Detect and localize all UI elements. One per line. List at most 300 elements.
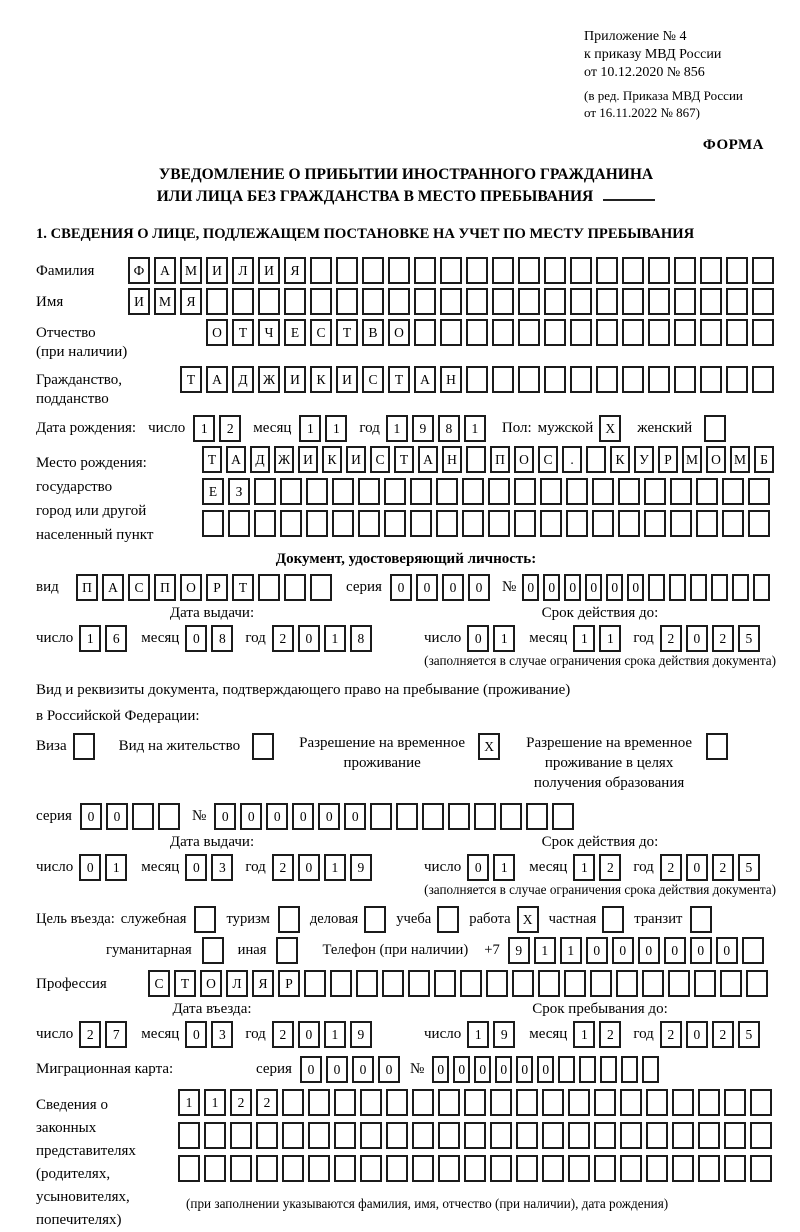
char-cell[interactable] — [596, 257, 618, 284]
char-cell[interactable]: 8 — [350, 625, 372, 652]
char-cell[interactable]: 1 — [493, 854, 515, 881]
char-cell[interactable]: Е — [284, 319, 306, 346]
char-cell[interactable]: Л — [226, 970, 248, 997]
char-cell[interactable] — [370, 803, 392, 830]
char-cell[interactable]: Д — [232, 366, 254, 393]
char-cell[interactable] — [73, 733, 95, 760]
char-cell[interactable] — [618, 510, 640, 537]
char-cell[interactable] — [724, 1089, 746, 1116]
char-cell[interactable] — [558, 1056, 575, 1083]
char-cell[interactable] — [711, 574, 728, 601]
char-cell[interactable] — [579, 1056, 596, 1083]
char-cell[interactable]: 0 — [352, 1056, 374, 1083]
residence-series-cells[interactable] — [80, 803, 184, 830]
char-cell[interactable] — [386, 1089, 408, 1116]
char-cell[interactable]: А — [414, 366, 436, 393]
char-cell[interactable] — [570, 257, 592, 284]
char-cell[interactable] — [460, 970, 482, 997]
char-cell[interactable]: 1 — [193, 415, 215, 442]
char-cell[interactable] — [414, 288, 436, 315]
residence-validity-month[interactable] — [573, 854, 625, 881]
birthplace-row2-cells[interactable] — [202, 478, 778, 505]
char-cell[interactable]: И — [298, 446, 318, 473]
char-cell[interactable] — [644, 510, 666, 537]
char-cell[interactable] — [518, 319, 540, 346]
char-cell[interactable] — [570, 288, 592, 315]
char-cell[interactable] — [410, 510, 432, 537]
char-cell[interactable] — [206, 288, 228, 315]
char-cell[interactable] — [648, 574, 665, 601]
char-cell[interactable]: 0 — [344, 803, 366, 830]
char-cell[interactable]: 0 — [690, 937, 712, 964]
char-cell[interactable] — [492, 288, 514, 315]
char-cell[interactable] — [466, 319, 488, 346]
char-cell[interactable] — [568, 1089, 590, 1116]
char-cell[interactable]: . — [562, 446, 582, 473]
char-cell[interactable] — [570, 366, 592, 393]
char-cell[interactable]: В — [362, 319, 384, 346]
char-cell[interactable]: О — [388, 319, 410, 346]
char-cell[interactable] — [438, 1089, 460, 1116]
entry-month[interactable] — [185, 1021, 237, 1048]
char-cell[interactable] — [364, 906, 386, 933]
char-cell[interactable] — [434, 970, 456, 997]
char-cell[interactable]: X — [478, 733, 500, 760]
char-cell[interactable]: 7 — [105, 1021, 127, 1048]
char-cell[interactable]: 9 — [350, 1021, 372, 1048]
doc-type-cells[interactable] — [76, 574, 336, 601]
char-cell[interactable] — [724, 1122, 746, 1149]
residence-issue-day[interactable] — [79, 854, 131, 881]
char-cell[interactable]: И — [206, 257, 228, 284]
char-cell[interactable]: 0 — [686, 625, 708, 652]
char-cell[interactable]: О — [514, 446, 534, 473]
char-cell[interactable]: П — [76, 574, 98, 601]
identity-validity-year[interactable] — [660, 625, 764, 652]
char-cell[interactable] — [752, 257, 774, 284]
char-cell[interactable] — [388, 257, 410, 284]
char-cell[interactable]: 0 — [378, 1056, 400, 1083]
char-cell[interactable]: 0 — [79, 854, 101, 881]
char-cell[interactable]: 3 — [211, 1021, 233, 1048]
char-cell[interactable]: 0 — [564, 574, 581, 601]
char-cell[interactable] — [310, 288, 332, 315]
char-cell[interactable]: 5 — [738, 625, 760, 652]
purpose-official-checkbox[interactable] — [194, 906, 220, 933]
char-cell[interactable] — [648, 288, 670, 315]
char-cell[interactable]: 0 — [586, 937, 608, 964]
surname-cells[interactable] — [128, 257, 778, 284]
char-cell[interactable]: С — [310, 319, 332, 346]
char-cell[interactable]: П — [490, 446, 510, 473]
char-cell[interactable] — [254, 510, 276, 537]
char-cell[interactable] — [726, 319, 748, 346]
char-cell[interactable] — [670, 478, 692, 505]
char-cell[interactable]: 1 — [534, 937, 556, 964]
stay-day[interactable] — [467, 1021, 519, 1048]
char-cell[interactable] — [462, 510, 484, 537]
char-cell[interactable] — [586, 446, 606, 473]
char-cell[interactable] — [490, 1155, 512, 1182]
char-cell[interactable] — [570, 319, 592, 346]
char-cell[interactable] — [412, 1155, 434, 1182]
char-cell[interactable] — [622, 257, 644, 284]
char-cell[interactable] — [308, 1155, 330, 1182]
char-cell[interactable]: С — [538, 446, 558, 473]
char-cell[interactable]: Н — [440, 366, 462, 393]
char-cell[interactable] — [698, 1155, 720, 1182]
char-cell[interactable] — [448, 803, 470, 830]
char-cell[interactable]: 0 — [292, 803, 314, 830]
char-cell[interactable] — [438, 1155, 460, 1182]
char-cell[interactable] — [492, 257, 514, 284]
migration-series-cells[interactable] — [300, 1056, 404, 1083]
char-cell[interactable] — [722, 510, 744, 537]
char-cell[interactable]: 0 — [240, 803, 262, 830]
char-cell[interactable] — [230, 1155, 252, 1182]
char-cell[interactable] — [276, 937, 298, 964]
char-cell[interactable]: 0 — [298, 625, 320, 652]
char-cell[interactable] — [334, 1122, 356, 1149]
char-cell[interactable]: И — [336, 366, 358, 393]
char-cell[interactable] — [672, 1155, 694, 1182]
char-cell[interactable] — [410, 478, 432, 505]
identity-validity-day[interactable] — [467, 625, 519, 652]
char-cell[interactable]: 1 — [599, 625, 621, 652]
char-cell[interactable] — [396, 803, 418, 830]
char-cell[interactable] — [753, 574, 770, 601]
char-cell[interactable] — [566, 478, 588, 505]
char-cell[interactable] — [464, 1155, 486, 1182]
char-cell[interactable]: 0 — [298, 1021, 320, 1048]
char-cell[interactable]: О — [206, 319, 228, 346]
char-cell[interactable] — [466, 257, 488, 284]
char-cell[interactable]: М — [180, 257, 202, 284]
char-cell[interactable] — [194, 906, 216, 933]
char-cell[interactable] — [526, 803, 548, 830]
char-cell[interactable] — [622, 319, 644, 346]
char-cell[interactable]: 0 — [298, 854, 320, 881]
char-cell[interactable] — [514, 510, 536, 537]
char-cell[interactable]: 0 — [474, 1056, 491, 1083]
char-cell[interactable] — [336, 257, 358, 284]
char-cell[interactable] — [706, 733, 728, 760]
char-cell[interactable] — [436, 478, 458, 505]
char-cell[interactable]: 1 — [573, 625, 595, 652]
char-cell[interactable]: 0 — [467, 854, 489, 881]
char-cell[interactable] — [542, 1122, 564, 1149]
char-cell[interactable]: Т — [232, 319, 254, 346]
char-cell[interactable] — [592, 510, 614, 537]
char-cell[interactable] — [690, 906, 712, 933]
char-cell[interactable] — [596, 366, 618, 393]
representatives-row2-cells[interactable] — [178, 1122, 776, 1149]
char-cell[interactable] — [284, 288, 306, 315]
char-cell[interactable]: А — [102, 574, 124, 601]
char-cell[interactable]: М — [154, 288, 176, 315]
char-cell[interactable] — [518, 257, 540, 284]
char-cell[interactable] — [750, 1155, 772, 1182]
char-cell[interactable] — [488, 478, 510, 505]
char-cell[interactable] — [704, 415, 726, 442]
char-cell[interactable]: 3 — [211, 854, 233, 881]
char-cell[interactable] — [602, 906, 624, 933]
char-cell[interactable] — [748, 510, 770, 537]
char-cell[interactable]: 9 — [412, 415, 434, 442]
char-cell[interactable]: 1 — [324, 1021, 346, 1048]
char-cell[interactable] — [386, 1122, 408, 1149]
char-cell[interactable]: К — [610, 446, 630, 473]
char-cell[interactable]: 0 — [185, 1021, 207, 1048]
char-cell[interactable] — [544, 288, 566, 315]
char-cell[interactable] — [334, 1089, 356, 1116]
char-cell[interactable]: 0 — [467, 625, 489, 652]
char-cell[interactable] — [516, 1089, 538, 1116]
char-cell[interactable] — [700, 319, 722, 346]
char-cell[interactable] — [722, 478, 744, 505]
birthplace-row1-cells[interactable] — [202, 446, 778, 473]
char-cell[interactable] — [742, 937, 764, 964]
char-cell[interactable]: X — [517, 906, 539, 933]
char-cell[interactable]: С — [370, 446, 390, 473]
char-cell[interactable] — [500, 803, 522, 830]
char-cell[interactable] — [306, 510, 328, 537]
char-cell[interactable] — [228, 510, 250, 537]
profession-cells[interactable] — [148, 970, 772, 997]
char-cell[interactable] — [538, 970, 560, 997]
char-cell[interactable] — [204, 1122, 226, 1149]
char-cell[interactable] — [492, 319, 514, 346]
purpose-tourism-checkbox[interactable] — [278, 906, 304, 933]
char-cell[interactable] — [332, 510, 354, 537]
char-cell[interactable]: Ч — [258, 319, 280, 346]
identity-validity-month[interactable] — [573, 625, 625, 652]
char-cell[interactable]: Ж — [258, 366, 280, 393]
char-cell[interactable] — [674, 366, 696, 393]
char-cell[interactable] — [544, 366, 566, 393]
char-cell[interactable]: 5 — [738, 1021, 760, 1048]
residence-validity-day[interactable] — [467, 854, 519, 881]
char-cell[interactable] — [646, 1155, 668, 1182]
char-cell[interactable] — [254, 478, 276, 505]
char-cell[interactable]: Т — [202, 446, 222, 473]
residence-number-cells[interactable] — [214, 803, 578, 830]
char-cell[interactable]: П — [154, 574, 176, 601]
char-cell[interactable]: 0 — [516, 1056, 533, 1083]
char-cell[interactable]: Л — [232, 257, 254, 284]
patronymic-cells[interactable] — [206, 319, 778, 346]
char-cell[interactable] — [720, 970, 742, 997]
char-cell[interactable] — [552, 803, 574, 830]
char-cell[interactable]: 8 — [211, 625, 233, 652]
char-cell[interactable] — [308, 1122, 330, 1149]
representatives-row1-cells[interactable] — [178, 1089, 776, 1116]
char-cell[interactable] — [594, 1122, 616, 1149]
char-cell[interactable]: А — [226, 446, 246, 473]
char-cell[interactable] — [752, 288, 774, 315]
char-cell[interactable]: Д — [250, 446, 270, 473]
char-cell[interactable]: 0 — [80, 803, 102, 830]
char-cell[interactable] — [360, 1155, 382, 1182]
char-cell[interactable]: 0 — [468, 574, 490, 601]
char-cell[interactable] — [464, 1089, 486, 1116]
char-cell[interactable]: А — [206, 366, 228, 393]
char-cell[interactable] — [464, 1122, 486, 1149]
char-cell[interactable]: 0 — [522, 574, 539, 601]
char-cell[interactable] — [310, 574, 332, 601]
char-cell[interactable]: Я — [284, 257, 306, 284]
char-cell[interactable]: Я — [180, 288, 202, 315]
identity-issue-year[interactable] — [272, 625, 376, 652]
char-cell[interactable] — [596, 288, 618, 315]
char-cell[interactable]: 0 — [664, 937, 686, 964]
char-cell[interactable]: 1 — [560, 937, 582, 964]
char-cell[interactable] — [674, 288, 696, 315]
char-cell[interactable]: 1 — [464, 415, 486, 442]
char-cell[interactable] — [698, 1089, 720, 1116]
char-cell[interactable]: А — [154, 257, 176, 284]
char-cell[interactable] — [700, 366, 722, 393]
char-cell[interactable]: 1 — [178, 1089, 200, 1116]
char-cell[interactable]: 2 — [256, 1089, 278, 1116]
char-cell[interactable] — [726, 288, 748, 315]
char-cell[interactable]: 1 — [204, 1089, 226, 1116]
char-cell[interactable] — [384, 510, 406, 537]
char-cell[interactable]: 9 — [493, 1021, 515, 1048]
char-cell[interactable] — [620, 1155, 642, 1182]
char-cell[interactable]: 0 — [606, 574, 623, 601]
char-cell[interactable]: З — [228, 478, 250, 505]
residence-permit-checkbox[interactable] — [252, 733, 278, 760]
char-cell[interactable] — [466, 366, 488, 393]
stay-month[interactable] — [573, 1021, 625, 1048]
char-cell[interactable]: 0 — [318, 803, 340, 830]
char-cell[interactable]: 0 — [326, 1056, 348, 1083]
char-cell[interactable] — [488, 510, 510, 537]
char-cell[interactable]: 2 — [272, 1021, 294, 1048]
char-cell[interactable]: 1 — [299, 415, 321, 442]
char-cell[interactable] — [512, 970, 534, 997]
char-cell[interactable] — [386, 1155, 408, 1182]
char-cell[interactable] — [436, 510, 458, 537]
char-cell[interactable] — [616, 970, 638, 997]
char-cell[interactable] — [178, 1122, 200, 1149]
char-cell[interactable]: 6 — [105, 625, 127, 652]
char-cell[interactable]: 2 — [712, 1021, 734, 1048]
char-cell[interactable] — [258, 288, 280, 315]
char-cell[interactable]: 1 — [79, 625, 101, 652]
char-cell[interactable] — [306, 478, 328, 505]
char-cell[interactable] — [696, 478, 718, 505]
char-cell[interactable]: 0 — [585, 574, 602, 601]
char-cell[interactable] — [590, 970, 612, 997]
migration-number-cells[interactable] — [432, 1056, 663, 1083]
char-cell[interactable] — [304, 970, 326, 997]
char-cell[interactable] — [672, 1089, 694, 1116]
char-cell[interactable] — [202, 937, 224, 964]
char-cell[interactable]: 1 — [573, 854, 595, 881]
char-cell[interactable]: У — [634, 446, 654, 473]
char-cell[interactable] — [282, 1122, 304, 1149]
char-cell[interactable] — [310, 257, 332, 284]
purpose-study-checkbox[interactable] — [437, 906, 463, 933]
char-cell[interactable]: И — [258, 257, 280, 284]
char-cell[interactable] — [724, 1155, 746, 1182]
char-cell[interactable]: Р — [206, 574, 228, 601]
char-cell[interactable]: 2 — [660, 625, 682, 652]
char-cell[interactable] — [672, 1122, 694, 1149]
char-cell[interactable] — [384, 478, 406, 505]
char-cell[interactable]: 0 — [416, 574, 438, 601]
char-cell[interactable]: С — [128, 574, 150, 601]
char-cell[interactable] — [621, 1056, 638, 1083]
char-cell[interactable] — [516, 1155, 538, 1182]
char-cell[interactable] — [700, 257, 722, 284]
char-cell[interactable] — [308, 1089, 330, 1116]
char-cell[interactable] — [282, 1155, 304, 1182]
char-cell[interactable]: 9 — [350, 854, 372, 881]
char-cell[interactable]: 0 — [638, 937, 660, 964]
char-cell[interactable]: К — [310, 366, 332, 393]
char-cell[interactable] — [698, 1122, 720, 1149]
char-cell[interactable]: 2 — [272, 854, 294, 881]
char-cell[interactable] — [674, 319, 696, 346]
purpose-humanitarian-checkbox[interactable] — [202, 937, 228, 964]
char-cell[interactable] — [642, 970, 664, 997]
char-cell[interactable] — [440, 319, 462, 346]
char-cell[interactable]: Ф — [128, 257, 150, 284]
char-cell[interactable]: А — [418, 446, 438, 473]
char-cell[interactable]: С — [148, 970, 170, 997]
char-cell[interactable] — [204, 1155, 226, 1182]
char-cell[interactable] — [592, 478, 614, 505]
char-cell[interactable]: 2 — [230, 1089, 252, 1116]
rvp-education-checkbox[interactable] — [706, 733, 732, 760]
char-cell[interactable] — [618, 478, 640, 505]
name-cells[interactable] — [128, 288, 778, 315]
char-cell[interactable]: Ж — [274, 446, 294, 473]
char-cell[interactable]: 9 — [508, 937, 530, 964]
char-cell[interactable]: О — [200, 970, 222, 997]
char-cell[interactable]: 1 — [386, 415, 408, 442]
char-cell[interactable] — [492, 366, 514, 393]
char-cell[interactable] — [542, 1155, 564, 1182]
rvp-checkbox[interactable] — [478, 733, 504, 760]
char-cell[interactable] — [256, 1155, 278, 1182]
char-cell[interactable]: И — [128, 288, 150, 315]
representatives-row3-cells[interactable] — [178, 1155, 776, 1182]
char-cell[interactable]: 0 — [716, 937, 738, 964]
char-cell[interactable] — [648, 257, 670, 284]
char-cell[interactable]: И — [284, 366, 306, 393]
char-cell[interactable] — [752, 366, 774, 393]
char-cell[interactable] — [414, 257, 436, 284]
char-cell[interactable]: И — [346, 446, 366, 473]
char-cell[interactable] — [486, 970, 508, 997]
char-cell[interactable] — [440, 257, 462, 284]
char-cell[interactable] — [750, 1089, 772, 1116]
purpose-other-checkbox[interactable] — [276, 937, 302, 964]
char-cell[interactable] — [332, 478, 354, 505]
char-cell[interactable] — [358, 478, 380, 505]
char-cell[interactable] — [422, 803, 444, 830]
char-cell[interactable] — [726, 257, 748, 284]
char-cell[interactable]: 1 — [324, 854, 346, 881]
char-cell[interactable] — [646, 1122, 668, 1149]
char-cell[interactable]: 2 — [660, 1021, 682, 1048]
char-cell[interactable] — [620, 1089, 642, 1116]
char-cell[interactable] — [544, 319, 566, 346]
